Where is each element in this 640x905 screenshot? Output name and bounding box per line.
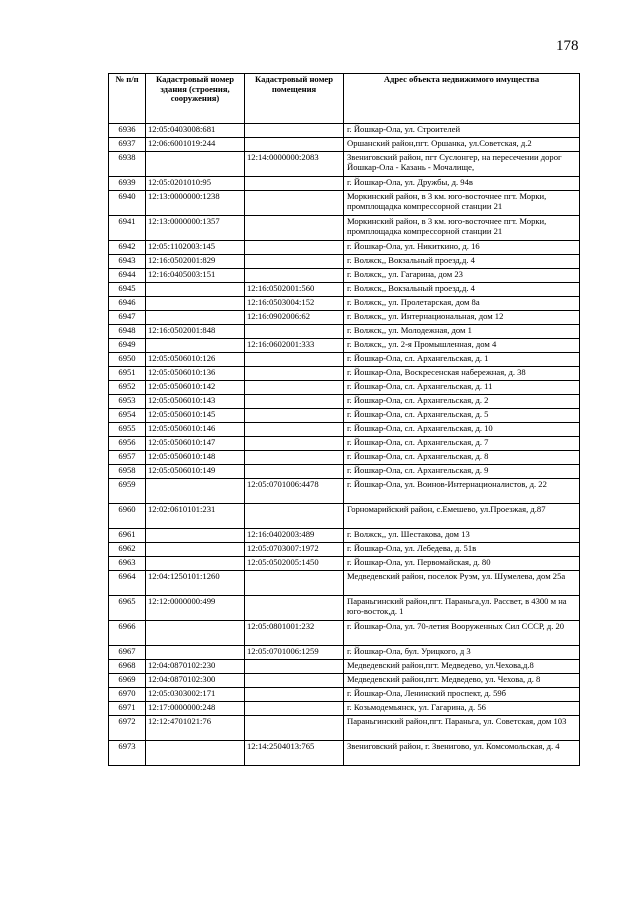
table-row [109, 325, 580, 339]
header-building-cadastral: Кадастровый номер здания (строения, сооружения) [146, 74, 245, 124]
table-row [109, 557, 580, 571]
cell-address: г. Козьмодемьянск, ул. Гагарина, д. 56 [344, 702, 580, 716]
cell-premise-cadastral: 12:16:0402003:489 [245, 529, 344, 543]
cell-number: 6948 [109, 325, 146, 339]
cell-building-cadastral: 12:16:0502001:829 [146, 255, 245, 269]
table-row [109, 702, 580, 716]
table-row [109, 465, 580, 479]
table-row [109, 152, 580, 177]
cell-premise-cadastral [245, 191, 344, 216]
table-row [109, 646, 580, 660]
cell-building-cadastral: 12:05:0506010:148 [146, 451, 245, 465]
cell-building-cadastral: 12:05:0201010:95 [146, 177, 245, 191]
table-row [109, 367, 580, 381]
cell-address: Звениговский район, г. Звенигово, ул. Комсомольская, д. 4 [344, 741, 580, 766]
cell-premise-cadastral: 12:05:0502005:1450 [245, 557, 344, 571]
cell-address: г. Волжск,, ул. Пролетарская, дом 8а [344, 297, 580, 311]
cell-number: 6960 [109, 504, 146, 529]
cell-address: г. Йошкар-Ола, ул. Дружбы, д. 94в [344, 177, 580, 191]
cell-building-cadastral: 12:05:1102003:145 [146, 241, 245, 255]
cell-number: 6957 [109, 451, 146, 465]
cell-building-cadastral [146, 529, 245, 543]
cell-premise-cadastral: 12:05:0801001:232 [245, 621, 344, 646]
cell-number: 6937 [109, 138, 146, 152]
cell-premise-cadastral: 12:14:0000000:2083 [245, 152, 344, 177]
table-row [109, 543, 580, 557]
cell-premise-cadastral [245, 465, 344, 479]
table-row [109, 381, 580, 395]
cell-premise-cadastral [245, 674, 344, 688]
cell-premise-cadastral [245, 437, 344, 451]
cell-premise-cadastral [245, 451, 344, 465]
cell-address: г. Йошкар-Ола, ул. Никиткино, д. 16 [344, 241, 580, 255]
cell-address: г. Волжск,, ул. Гагарина, дом 23 [344, 269, 580, 283]
table-row [109, 353, 580, 367]
cell-number: 6964 [109, 571, 146, 596]
cell-number: 6938 [109, 152, 146, 177]
cell-premise-cadastral [245, 325, 344, 339]
cell-address: Параньгинский район,пгт. Параньга, ул. Советская, дом 103 [344, 716, 580, 741]
cell-building-cadastral: 12:05:0506010:126 [146, 353, 245, 367]
cell-building-cadastral: 12:17:0000000:248 [146, 702, 245, 716]
table-row [109, 191, 580, 216]
table-row [109, 571, 580, 596]
cell-number: 6950 [109, 353, 146, 367]
cell-address: г. Йошкар-Ола, сл. Архангельская, д. 5 [344, 409, 580, 423]
cell-building-cadastral: 12:05:0506010:149 [146, 465, 245, 479]
cell-premise-cadastral [245, 702, 344, 716]
cell-premise-cadastral [245, 409, 344, 423]
cell-premise-cadastral [245, 571, 344, 596]
cell-number: 6973 [109, 741, 146, 766]
cell-number: 6951 [109, 367, 146, 381]
table-row [109, 255, 580, 269]
table-row [109, 596, 580, 621]
cell-address: г. Волжск,, Вокзальный проезд,д. 4 [344, 283, 580, 297]
page-number: 178 [556, 38, 579, 54]
cell-building-cadastral: 12:13:0000000:1238 [146, 191, 245, 216]
cell-premise-cadastral [245, 660, 344, 674]
table-row [109, 451, 580, 465]
cell-building-cadastral [146, 557, 245, 571]
cell-building-cadastral: 12:06:6001019:244 [146, 138, 245, 152]
cell-address: Горномарийский район, с.Емешево, ул.Проезжая, д.87 [344, 504, 580, 529]
cell-number: 6941 [109, 216, 146, 241]
cell-premise-cadastral: 12:16:0503004:152 [245, 297, 344, 311]
cell-number: 6956 [109, 437, 146, 451]
table-row [109, 529, 580, 543]
cell-premise-cadastral [245, 138, 344, 152]
cell-premise-cadastral [245, 688, 344, 702]
cell-number: 6943 [109, 255, 146, 269]
cell-address: Моркинский район, в 3 км. юго-восточнее пгт. Морки, промплощадка компрессорной станции 21 [344, 191, 580, 216]
cell-building-cadastral: 12:16:0502001:848 [146, 325, 245, 339]
cell-premise-cadastral: 12:14:2504013:765 [245, 741, 344, 766]
cell-address: г. Йошкар-Ола, ул. Воинов-Интернационалистов, д. 22 [344, 479, 580, 504]
cell-building-cadastral [146, 646, 245, 660]
cell-address: Параньгинский район,пгт. Параньга,ул. Рассвет, в 4300 м на юго-восток,д. 1 [344, 596, 580, 621]
header-number: № п/п [109, 74, 146, 124]
cell-number: 6961 [109, 529, 146, 543]
cell-building-cadastral: 12:12:4701021:76 [146, 716, 245, 741]
cell-number: 6971 [109, 702, 146, 716]
cell-premise-cadastral [245, 381, 344, 395]
table-row [109, 339, 580, 353]
table-row [109, 437, 580, 451]
cell-building-cadastral: 12:05:0403008:681 [146, 124, 245, 138]
cell-building-cadastral: 12:05:0303002:171 [146, 688, 245, 702]
table-row [109, 621, 580, 646]
table-row [109, 674, 580, 688]
cell-address: г. Йошкар-Ола, ул. 70-летия Вооруженных Сил СССР, д. 20 [344, 621, 580, 646]
cell-premise-cadastral [245, 716, 344, 741]
header-premise-cadastral: Кадастровый номер помещения [245, 74, 344, 124]
cell-premise-cadastral [245, 269, 344, 283]
cell-address: г. Йошкар-Ола, сл. Архангельская, д. 2 [344, 395, 580, 409]
cell-premise-cadastral [245, 216, 344, 241]
cell-address: Медведевский район, поселок Руэм, ул. Шумелева, дом 25а [344, 571, 580, 596]
cell-premise-cadastral: 12:05:0703007:1972 [245, 543, 344, 557]
cell-number: 6936 [109, 124, 146, 138]
table-row [109, 124, 580, 138]
cell-address: Оршанский район,пгт. Оршанка, ул.Советская, д.2 [344, 138, 580, 152]
cell-building-cadastral: 12:05:0506010:136 [146, 367, 245, 381]
cell-number: 6944 [109, 269, 146, 283]
cell-premise-cadastral: 12:05:0701006:1259 [245, 646, 344, 660]
cell-building-cadastral: 12:05:0506010:147 [146, 437, 245, 451]
cell-premise-cadastral [245, 423, 344, 437]
cell-number: 6967 [109, 646, 146, 660]
cell-building-cadastral: 12:13:0000000:1357 [146, 216, 245, 241]
cell-premise-cadastral [245, 353, 344, 367]
cell-number: 6970 [109, 688, 146, 702]
cell-address: г. Волжск,, Вокзальный проезд,д. 4 [344, 255, 580, 269]
cell-address: г. Йошкар-Ола, сл. Архангельская, д. 11 [344, 381, 580, 395]
cell-address: г. Волжск,, ул. Шестакова, дом 13 [344, 529, 580, 543]
cell-premise-cadastral [245, 504, 344, 529]
table-row [109, 423, 580, 437]
cell-premise-cadastral [245, 395, 344, 409]
cell-address: г. Волжск,, ул. 2-я Промышленная, дом 4 [344, 339, 580, 353]
table-row [109, 716, 580, 741]
cell-premise-cadastral: 12:16:0902006:62 [245, 311, 344, 325]
cell-address: Медведевский район,пгт. Медведево, ул. Чехова, д. 8 [344, 674, 580, 688]
cell-building-cadastral [146, 297, 245, 311]
cell-building-cadastral: 12:05:0506010:143 [146, 395, 245, 409]
cell-number: 6965 [109, 596, 146, 621]
table-body [109, 124, 580, 766]
table-row [109, 504, 580, 529]
cell-premise-cadastral [245, 177, 344, 191]
cell-number: 6947 [109, 311, 146, 325]
table-header-row [109, 74, 580, 124]
cell-number: 6942 [109, 241, 146, 255]
cell-address: г. Йошкар-Ола, Воскресенская набережная, д. 38 [344, 367, 580, 381]
table-row [109, 138, 580, 152]
table-row [109, 479, 580, 504]
table-row [109, 688, 580, 702]
cell-address: Моркинский район, в 3 км. юго-восточнее пгт. Морки, промплощадка компрессорной станции 21 [344, 216, 580, 241]
table-row [109, 660, 580, 674]
table-row [109, 311, 580, 325]
cell-building-cadastral: 12:02:0610101:231 [146, 504, 245, 529]
cell-address: г. Йошкар-Ола, сл. Архангельская, д. 1 [344, 353, 580, 367]
cell-address: г. Волжск,, ул. Молодежная, дом 1 [344, 325, 580, 339]
cell-number: 6969 [109, 674, 146, 688]
cell-address: Звениговский район, пгт Суслонгер, на пересечении дорог Йошкар-Ола - Казань - Мочалище, [344, 152, 580, 177]
cell-building-cadastral: 12:05:0506010:142 [146, 381, 245, 395]
cell-address: Медведевский район,пгт. Медведево, ул.Чехова,д.8 [344, 660, 580, 674]
cell-number: 6952 [109, 381, 146, 395]
cell-address: г. Йошкар-Ола, сл. Архангельская, д. 9 [344, 465, 580, 479]
cell-number: 6968 [109, 660, 146, 674]
cell-address: г. Йошкар-Ола, бул. Урицкого, д 3 [344, 646, 580, 660]
cell-number: 6966 [109, 621, 146, 646]
table-row [109, 395, 580, 409]
cell-building-cadastral [146, 543, 245, 557]
cell-premise-cadastral [245, 596, 344, 621]
cell-number: 6958 [109, 465, 146, 479]
cell-premise-cadastral [245, 124, 344, 138]
cell-building-cadastral: 12:05:0506010:145 [146, 409, 245, 423]
cell-address: г. Волжск,, ул. Интернациональная, дом 12 [344, 311, 580, 325]
cell-building-cadastral [146, 339, 245, 353]
cell-premise-cadastral: 12:05:0701006:4478 [245, 479, 344, 504]
cell-number: 6962 [109, 543, 146, 557]
cell-building-cadastral [146, 621, 245, 646]
cell-building-cadastral: 12:16:0405003:151 [146, 269, 245, 283]
table-row [109, 269, 580, 283]
cell-premise-cadastral [245, 255, 344, 269]
table-row [109, 297, 580, 311]
cell-number: 6963 [109, 557, 146, 571]
cell-address: г. Йошкар-Ола, ул. Лебедева, д. 51в [344, 543, 580, 557]
cell-building-cadastral: 12:12:0000000:499 [146, 596, 245, 621]
cell-building-cadastral [146, 479, 245, 504]
header-address: Адрес объекта недвижимого имущества [344, 74, 580, 124]
cell-number: 6940 [109, 191, 146, 216]
cell-building-cadastral: 12:04:1250101:1260 [146, 571, 245, 596]
cell-building-cadastral: 12:04:0870102:300 [146, 674, 245, 688]
table-row [109, 216, 580, 241]
cell-number: 6954 [109, 409, 146, 423]
cell-building-cadastral: 12:04:0870102:230 [146, 660, 245, 674]
table-row [109, 177, 580, 191]
cell-number: 6955 [109, 423, 146, 437]
cell-building-cadastral [146, 741, 245, 766]
table-row [109, 241, 580, 255]
cell-number: 6946 [109, 297, 146, 311]
cell-building-cadastral [146, 152, 245, 177]
cell-address: г. Йошкар-Ола, Ленинский проспект, д. 59б [344, 688, 580, 702]
cell-premise-cadastral: 12:16:0602001:333 [245, 339, 344, 353]
cell-building-cadastral [146, 311, 245, 325]
cell-number: 6939 [109, 177, 146, 191]
cell-address: г. Йошкар-Ола, сл. Архангельская, д. 10 [344, 423, 580, 437]
cell-address: г. Йошкар-Ола, ул. Первомайская, д. 80 [344, 557, 580, 571]
cell-number: 6949 [109, 339, 146, 353]
cell-number: 6972 [109, 716, 146, 741]
cell-premise-cadastral: 12:16:0502001:560 [245, 283, 344, 297]
cell-number: 6945 [109, 283, 146, 297]
cell-address: г. Йошкар-Ола, сл. Архангельская, д. 7 [344, 437, 580, 451]
table-row [109, 409, 580, 423]
cell-number: 6959 [109, 479, 146, 504]
cell-address: г. Йошкар-Ола, ул. Строителей [344, 124, 580, 138]
cell-premise-cadastral [245, 241, 344, 255]
cell-premise-cadastral [245, 367, 344, 381]
cell-address: г. Йошкар-Ола, сл. Архангельская, д. 8 [344, 451, 580, 465]
table-row [109, 283, 580, 297]
cell-building-cadastral [146, 283, 245, 297]
property-registry-table [108, 73, 580, 766]
table-row [109, 741, 580, 766]
cell-building-cadastral: 12:05:0506010:146 [146, 423, 245, 437]
cell-number: 6953 [109, 395, 146, 409]
